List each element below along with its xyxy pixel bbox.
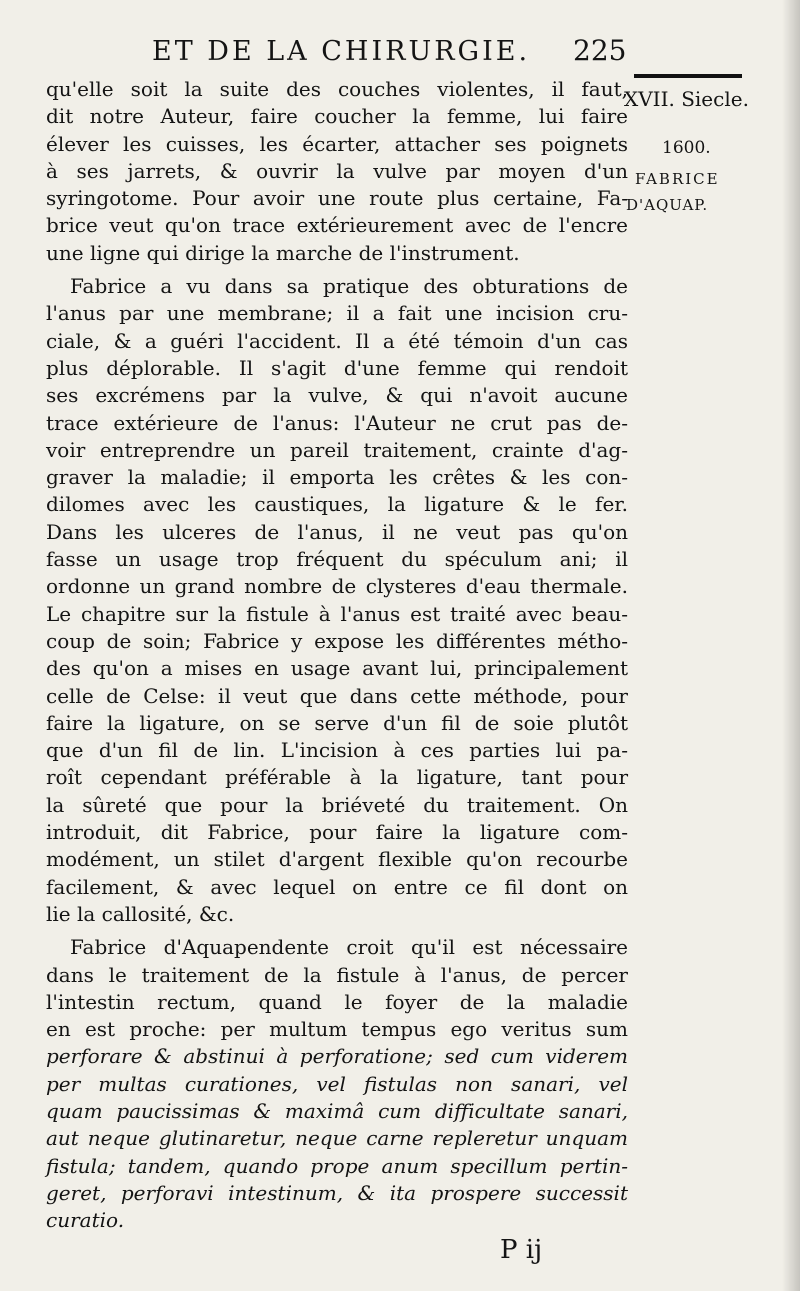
text-line: facilement, & avec lequel on entre ce fil dont on <box>46 874 628 899</box>
text-line: Le chapitre sur la fistule à l'anus est traité avec beau- <box>46 601 628 626</box>
signature-mark: P ij <box>500 1235 543 1265</box>
text-line: l'anus par une membrane; il a fait une incision cru- <box>46 301 628 326</box>
latin-line: perforare & abstinui à perforatione; sed cum viderem <box>46 1044 628 1069</box>
text-line: dit notre Auteur, faire coucher la femme, lui faire <box>46 104 628 129</box>
text-line: modément, un stilet d'argent flexible qu'on recourbe <box>46 847 628 872</box>
text-line: graver la maladie; il emporta les crêtes & les con- <box>46 465 628 490</box>
text-line: roît cependant préférable à la ligature, tant pour <box>46 765 628 790</box>
text-line: Fabrice a vu dans sa pratique des obturations de <box>70 274 628 299</box>
text-line: voir entreprendre un pareil traitement, crainte d'ag- <box>46 437 628 462</box>
text-line: coup de soin; Fabrice y expose les différentes métho- <box>46 628 628 653</box>
text-line: qu'elle soit la suite des couches violentes, il faut, <box>46 77 628 101</box>
latin-quotation <box>46 1043 628 1234</box>
text-line: à ses jarrets, & ouvrir la vulve par moyen d'un <box>46 158 628 183</box>
text-line: introduit, dit Fabrice, pour faire la ligature com- <box>46 820 628 845</box>
text-line: ordonne un grand nombre de clysteres d'eau thermale. <box>46 574 628 599</box>
page-header <box>60 30 630 70</box>
margin-note-author-line2: D'AQUAP. <box>626 196 709 214</box>
text-line: faire la ligature, on se serve d'un fil de soie plutôt <box>46 710 628 735</box>
text-line: élever les cuisses, les écarter, attacher ses poignets <box>46 131 628 156</box>
latin-line: curatio. <box>46 1208 125 1233</box>
page-edge-shadow <box>782 0 800 1291</box>
latin-line: aut neque glutinaretur, neque carne repleretur unquam <box>46 1126 628 1151</box>
text-line: celle de Celse: il veut que dans cette méthode, pour <box>46 683 628 708</box>
text-line: fasse un usage trop fréquent du spéculum ani; il <box>46 547 628 572</box>
text-line: Fabrice d'Aquapendente croit qu'il est nécessaire <box>70 935 628 960</box>
text-line: ses excrémens par la vulve, & qui n'avoit aucune <box>46 383 628 408</box>
text-line: la sûreté que pour la briéveté du traitement. On <box>46 792 628 817</box>
latin-line: geret, perforavi intestinum, & ita prospere successit <box>46 1180 628 1205</box>
margin-note-year: 1600. <box>662 138 711 158</box>
text-line: l'intestin rectum, quand le foyer de la maladie <box>46 989 628 1014</box>
running-title: ET DE LA CHIRURGIE. <box>152 36 531 67</box>
margin-rule <box>634 74 742 78</box>
text-line: dilomes avec les caustiques, la ligature & le fer. <box>46 492 628 517</box>
paragraph-2 <box>46 273 628 928</box>
text-line: en est proche: per multum tempus ego veritus sum <box>46 1017 628 1042</box>
margin-note-author-line1: FABRICE <box>635 170 720 188</box>
body-text <box>46 76 628 1240</box>
paragraph-1 <box>46 76 628 267</box>
text-line: plus déplorable. Il s'agit d'une femme qui rendoit <box>46 355 628 380</box>
text-line: lie la callosité, &c. <box>46 901 235 926</box>
text-line: Dans les ulceres de l'anus, il ne veut pas qu'on <box>46 519 628 544</box>
latin-line: fistula; tandem, quando prope anum specillum pertin- <box>46 1153 628 1178</box>
paragraph-3 <box>46 934 628 1234</box>
text-line: trace extérieure de l'anus: l'Auteur ne crut pas de- <box>46 410 628 435</box>
text-line: que d'un fil de lin. L'incision à ces parties lui pa- <box>46 738 628 763</box>
latin-line: quam paucissimas & maximâ cum difficultate sanari, <box>46 1098 628 1123</box>
text-line: des qu'on a mises en usage avant lui, principalement <box>46 656 628 681</box>
text-line: dans le traitement de la fistule à l'anus, de percer <box>46 962 628 987</box>
text-line: syringotome. Pour avoir une route plus certaine, Fa- <box>46 186 628 211</box>
text-line: ciale, & a guéri l'accident. Il a été témoin d'un cas <box>46 328 628 353</box>
margin-note-century: XVII. Siecle. <box>624 87 749 111</box>
text-line: brice veut qu'on trace extérieurement avec de l'encre <box>46 213 628 238</box>
text-line: une ligne qui dirige la marche de l'instrument. <box>46 240 520 265</box>
latin-line: per multas curationes, vel fistulas non sanari, vel <box>46 1071 628 1096</box>
page-number: 225 <box>573 34 627 67</box>
